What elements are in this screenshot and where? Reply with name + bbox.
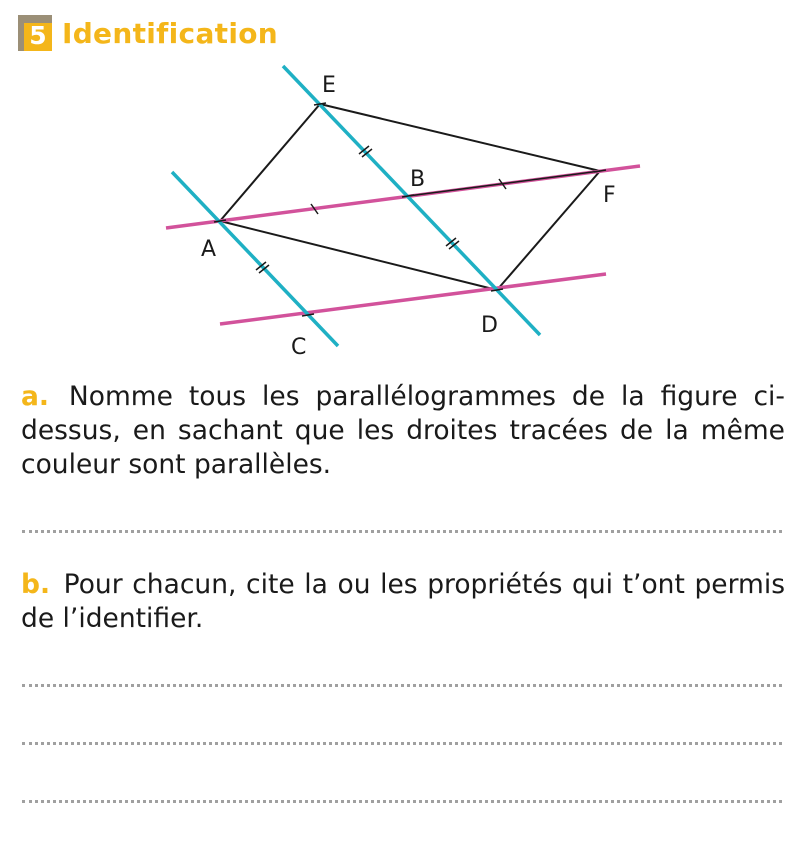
cyan-line-ED — [283, 66, 540, 335]
question-a — [21, 380, 785, 482]
point-label-C: C — [291, 335, 307, 360]
segment-FD — [497, 171, 600, 290]
exercise-title: Identification — [62, 16, 278, 50]
point-marks — [214, 103, 606, 316]
answer-line-b-3[interactable] — [22, 800, 782, 803]
answer-line-b-2[interactable] — [22, 742, 782, 745]
point-label-A: A — [201, 237, 217, 262]
equal-length-ticks — [256, 146, 506, 273]
question-a-text: Nomme tous les parallélogrammes de la figure ci-dessus, en sachant que les droites tracées de la même couleur sont parallèles. — [21, 381, 785, 480]
segment-AD — [220, 221, 497, 290]
geometry-figure — [0, 0, 803, 370]
answer-line-a[interactable] — [22, 530, 782, 533]
point-label-B: B — [410, 167, 426, 192]
question-a-letter: a. — [21, 381, 49, 412]
segment-EF — [320, 104, 600, 171]
point-label-E: E — [322, 73, 336, 98]
question-b — [21, 568, 785, 636]
question-b-letter: b. — [21, 569, 51, 600]
answer-line-b-1[interactable] — [22, 684, 782, 687]
question-b-text: Pour chacun, cite la ou les propriétés qui t’ont permis de l’identifier. — [21, 569, 785, 634]
segment-BF — [408, 171, 600, 196]
exercise-number: 5 — [29, 21, 47, 50]
point-label-F: F — [603, 183, 616, 208]
point-label-D: D — [481, 313, 498, 338]
segment-AE — [220, 104, 320, 221]
cyan-lines — [172, 66, 540, 346]
